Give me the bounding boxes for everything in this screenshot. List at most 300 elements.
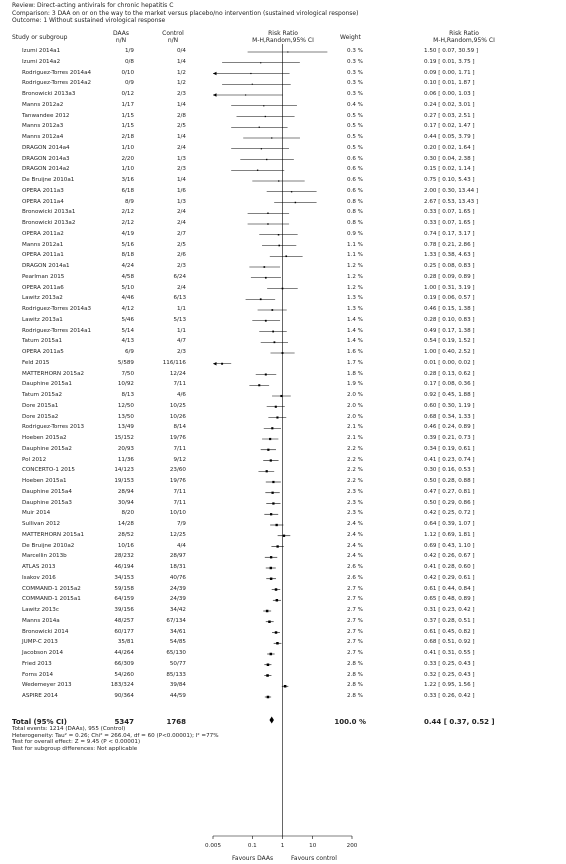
control-events: 67/134 bbox=[166, 617, 186, 624]
review-line: Review: Direct-acting antivirals for chronic hepatitis C bbox=[12, 2, 174, 9]
study-weight: 2.8 % bbox=[347, 660, 363, 667]
daas-events: 8/18 bbox=[121, 252, 134, 259]
heterogeneity: Heterogeneity: Tau² = 0.26; Chi² = 266.04, df = 60 (P<0.00001); I² =77% bbox=[12, 732, 219, 739]
study-ci: 1.00 [ 0.40, 2.52 ] bbox=[424, 349, 475, 355]
point-estimate bbox=[272, 502, 274, 504]
daas-events: 2/12 bbox=[121, 209, 134, 216]
study-name: ASPIRE 2014 bbox=[22, 693, 58, 699]
study-weight: 2.2 % bbox=[347, 467, 363, 474]
daas-events: 12/50 bbox=[117, 402, 134, 409]
study-weight: 0.6 % bbox=[347, 187, 363, 194]
study-name: DRAGON 2014a4 bbox=[22, 144, 70, 151]
point-estimate bbox=[295, 202, 296, 203]
study-weight: 1.8 % bbox=[347, 370, 363, 377]
study-name: MATTERHORN 2015a2 bbox=[22, 370, 85, 377]
study-name: Jacobson 2014 bbox=[22, 650, 64, 656]
study-ci: 0.28 [ 0.13, 0.62 ] bbox=[424, 370, 475, 377]
study-name: Dauphine 2015a2 bbox=[22, 445, 72, 452]
study-weight: 0.9 % bbox=[347, 230, 363, 237]
point-estimate bbox=[282, 352, 284, 354]
study-weight: 1.2 % bbox=[347, 284, 363, 291]
study-ci: 0.46 [ 0.15, 1.38 ] bbox=[424, 306, 475, 312]
col-rr2-header: Risk Ratio bbox=[449, 30, 479, 37]
col-study-header: Study or subgroup bbox=[12, 34, 68, 41]
point-estimate bbox=[267, 223, 268, 224]
control-events: 2/4 bbox=[176, 209, 186, 216]
study-weight: 0.3 % bbox=[347, 80, 363, 87]
study-name: Izumi 2014a1 bbox=[22, 48, 61, 54]
study-weight: 2.4 % bbox=[347, 553, 363, 560]
study-name: Dore 2015a2 bbox=[22, 413, 59, 420]
daas-events: 6/9 bbox=[124, 349, 134, 355]
study-ci: 0.47 [ 0.27, 0.81 ] bbox=[424, 488, 475, 495]
study-name: Lawitz 2013a1 bbox=[22, 316, 63, 323]
col-rr-header: Risk Ratio bbox=[268, 30, 298, 37]
control-events: 34/42 bbox=[169, 607, 186, 613]
study-ci: 0.27 [ 0.03, 2.51 ] bbox=[424, 112, 475, 119]
daas-events: 4/13 bbox=[121, 338, 134, 345]
study-ci: 0.01 [ 0.00, 0.02 ] bbox=[424, 359, 475, 366]
study-ci: 1.22 [ 0.95, 1.56 ] bbox=[424, 682, 475, 689]
control-events: 18/31 bbox=[169, 564, 186, 570]
study-weight: 2.3 % bbox=[347, 499, 363, 506]
control-events: 1/3 bbox=[176, 198, 186, 205]
control-events: 24/39 bbox=[169, 585, 186, 592]
point-estimate bbox=[272, 481, 274, 483]
control-events: 19/76 bbox=[169, 478, 186, 484]
point-estimate bbox=[269, 438, 271, 440]
study-weight: 0.5 % bbox=[347, 134, 363, 140]
daas-events: 7/50 bbox=[121, 370, 134, 377]
control-events: 2/3 bbox=[176, 263, 186, 269]
point-estimate bbox=[291, 191, 292, 192]
study-weight: 0.3 % bbox=[347, 69, 363, 76]
study-weight: 1.4 % bbox=[347, 316, 363, 323]
daas-events: 14/123 bbox=[114, 467, 134, 474]
control-events: 19/76 bbox=[169, 435, 186, 441]
point-estimate bbox=[271, 492, 273, 494]
daas-events: 8/9 bbox=[124, 198, 134, 205]
study-weight: 2.3 % bbox=[347, 510, 363, 517]
study-weight: 2.0 % bbox=[347, 402, 363, 409]
control-events: 6/13 bbox=[173, 295, 186, 302]
study-weight: 1.4 % bbox=[347, 327, 363, 334]
study-weight: 2.4 % bbox=[347, 531, 363, 538]
x-tick-label: 1 bbox=[280, 843, 285, 849]
study-ci: 0.30 [ 0.16, 0.53 ] bbox=[424, 467, 475, 474]
study-weight: 2.2 % bbox=[347, 478, 363, 484]
study-ci: 0.75 [ 0.10, 5.43 ] bbox=[424, 177, 475, 183]
study-name: Bronowicki 2013a1 bbox=[22, 209, 76, 216]
point-estimate bbox=[266, 470, 268, 472]
study-ci: 0.28 [ 0.09, 0.89 ] bbox=[424, 273, 475, 280]
study-ci: 0.61 [ 0.44, 0.84 ] bbox=[424, 585, 475, 592]
study-ci: 0.60 [ 0.30, 1.19 ] bbox=[424, 402, 475, 409]
control-events: 7/11 bbox=[173, 488, 186, 495]
total-label: Total (95% CI) bbox=[12, 718, 67, 726]
col-rr2-sub: M-H,Random,95% CI bbox=[433, 37, 495, 44]
point-estimate bbox=[275, 406, 277, 408]
study-name: DRAGON 2014a3 bbox=[22, 155, 70, 162]
x-tick-label: 10 bbox=[309, 843, 317, 849]
study-name: Manns 2012a2 bbox=[22, 101, 64, 108]
daas-events: 1/10 bbox=[121, 144, 134, 151]
study-ci: 0.33 [ 0.26, 0.42 ] bbox=[424, 693, 475, 699]
study-name: Manns 2014a bbox=[22, 617, 60, 624]
study-weight: 2.2 % bbox=[347, 456, 363, 463]
daas-events: 66/309 bbox=[114, 660, 134, 667]
point-estimate bbox=[265, 277, 267, 279]
study-weight: 0.8 % bbox=[347, 198, 363, 205]
point-estimate bbox=[276, 642, 278, 644]
point-estimate bbox=[221, 363, 223, 365]
study-name: Lawitz 2013a2 bbox=[22, 295, 63, 302]
study-ci: 0.34 [ 0.19, 0.61 ] bbox=[424, 445, 475, 452]
study-weight: 0.6 % bbox=[347, 177, 363, 183]
control-events: 7/11 bbox=[173, 445, 186, 452]
col-control-sub: n/N bbox=[167, 37, 179, 44]
daas-events: 64/159 bbox=[114, 596, 134, 603]
study-ci: 0.42 [ 0.25, 0.72 ] bbox=[424, 510, 475, 517]
point-estimate bbox=[260, 62, 261, 63]
study-ci: 0.33 [ 0.07, 1.65 ] bbox=[424, 209, 475, 216]
study-ci: 0.74 [ 0.17, 3.17 ] bbox=[424, 230, 475, 237]
control-events: 1/4 bbox=[176, 134, 186, 140]
study-ci: 0.19 [ 0.01, 3.75 ] bbox=[424, 58, 475, 65]
total-ci: 0.44 [ 0.37, 0.52 ] bbox=[424, 718, 495, 726]
study-name: Manns 2012a1 bbox=[22, 241, 64, 248]
point-estimate bbox=[270, 459, 272, 461]
point-estimate bbox=[267, 449, 269, 451]
control-events: 2/3 bbox=[176, 91, 186, 97]
daas-events: 1/17 bbox=[121, 101, 134, 108]
point-estimate bbox=[270, 567, 272, 569]
study-name: De Bruijne 2010a1 bbox=[22, 177, 75, 183]
point-estimate bbox=[266, 610, 268, 612]
control-events: 65/130 bbox=[166, 650, 186, 656]
daas-events: 2/18 bbox=[121, 134, 134, 140]
study-ci: 2.67 [ 0.53, 13.43 ] bbox=[424, 198, 479, 205]
study-weight: 0.5 % bbox=[347, 112, 363, 119]
pooled-diamond bbox=[269, 717, 273, 724]
study-weight: 1.9 % bbox=[347, 381, 363, 388]
daas-events: 5/46 bbox=[121, 316, 134, 323]
daas-events: 60/177 bbox=[114, 628, 134, 635]
outcome-line: Outcome: 1 Without sustained virological response bbox=[12, 17, 166, 24]
point-estimate bbox=[263, 105, 264, 106]
study-name: Tatum 2015a2 bbox=[22, 392, 63, 398]
study-ci: 0.24 [ 0.02, 3.01 ] bbox=[424, 101, 475, 108]
point-estimate bbox=[270, 653, 272, 655]
study-ci: 0.17 [ 0.02, 1.47 ] bbox=[424, 123, 475, 130]
point-estimate bbox=[276, 599, 278, 601]
study-name: Dauphine 2015a3 bbox=[22, 499, 72, 506]
subgroup-differences: Test for subgroup differences: Not applicable bbox=[12, 745, 138, 752]
control-events: 4/7 bbox=[176, 338, 186, 345]
study-name: DRAGON 2014a1 bbox=[22, 263, 70, 269]
daas-events: 183/324 bbox=[110, 682, 134, 689]
daas-events: 59/158 bbox=[114, 585, 134, 592]
daas-events: 4/19 bbox=[121, 230, 134, 237]
study-ci: 1.12 [ 0.69, 1.81 ] bbox=[424, 531, 475, 538]
study-name: CONCERTO-1 2015 bbox=[22, 467, 75, 474]
point-estimate bbox=[250, 73, 251, 74]
point-estimate bbox=[271, 309, 273, 311]
point-estimate bbox=[278, 180, 279, 181]
study-weight: 2.8 % bbox=[347, 693, 363, 699]
study-name: DRAGON 2014a2 bbox=[22, 166, 70, 173]
point-estimate bbox=[267, 696, 270, 699]
study-weight: 2.7 % bbox=[347, 617, 363, 624]
favours-right-label: Favours control bbox=[291, 855, 337, 862]
daas-events: 0/10 bbox=[121, 69, 134, 76]
study-weight: 2.6 % bbox=[347, 574, 363, 581]
control-events: 1/4 bbox=[176, 58, 186, 65]
control-events: 2/6 bbox=[176, 252, 186, 259]
study-weight: 0.5 % bbox=[347, 123, 363, 130]
study-name: OPERA 2011a6 bbox=[22, 284, 64, 291]
favours-left-label: Favours DAAs bbox=[232, 855, 274, 862]
point-estimate bbox=[280, 395, 282, 397]
ci-arrow-left bbox=[213, 93, 217, 97]
control-events: 1/1 bbox=[176, 306, 186, 312]
study-ci: 0.44 [ 0.05, 3.79 ] bbox=[424, 134, 475, 140]
daas-events: 4/58 bbox=[121, 273, 134, 280]
control-events: 10/25 bbox=[169, 402, 186, 409]
study-name: De Bruijne 2010a2 bbox=[22, 542, 75, 549]
study-weight: 2.7 % bbox=[347, 628, 363, 635]
daas-events: 46/194 bbox=[114, 564, 134, 570]
study-name: Hoeben 2015a2 bbox=[22, 435, 67, 441]
control-events: 1/3 bbox=[176, 155, 186, 162]
study-ci: 0.69 [ 0.43, 1.10 ] bbox=[424, 542, 475, 549]
control-events: 23/60 bbox=[169, 467, 186, 474]
point-estimate bbox=[282, 288, 284, 290]
study-name: Rodriguez-Torres 2014a3 bbox=[22, 306, 92, 312]
daas-events: 4/46 bbox=[121, 295, 134, 302]
study-name: OPERA 2011a2 bbox=[22, 230, 64, 237]
study-name: Forns 2014 bbox=[22, 671, 54, 678]
study-ci: 0.28 [ 0.10, 0.83 ] bbox=[424, 316, 475, 323]
total-weight: 100.0 % bbox=[334, 718, 366, 726]
study-name: Pol 2012 bbox=[22, 456, 47, 463]
control-events: 4/4 bbox=[176, 542, 186, 549]
daas-events: 2/20 bbox=[121, 155, 134, 162]
point-estimate bbox=[263, 266, 265, 268]
study-weight: 2.1 % bbox=[347, 435, 363, 441]
study-name: Bronowicki 2014 bbox=[22, 628, 69, 635]
study-weight: 0.8 % bbox=[347, 209, 363, 216]
daas-events: 28/52 bbox=[117, 531, 134, 538]
point-estimate bbox=[285, 255, 287, 257]
point-estimate bbox=[283, 535, 285, 537]
point-estimate bbox=[270, 513, 272, 515]
study-ci: 0.17 [ 0.08, 0.36 ] bbox=[424, 381, 475, 388]
study-ci: 0.10 [ 0.01, 1.87 ] bbox=[424, 80, 475, 87]
point-estimate bbox=[276, 416, 278, 418]
study-weight: 0.5 % bbox=[347, 144, 363, 151]
study-name: Rodriguez-Torres 2014a1 bbox=[22, 327, 92, 334]
study-ci: 0.68 [ 0.51, 0.92 ] bbox=[424, 639, 475, 646]
control-events: 10/26 bbox=[169, 413, 186, 420]
study-ci: 0.33 [ 0.07, 1.65 ] bbox=[424, 220, 475, 226]
x-tick-label: 0.1 bbox=[247, 843, 257, 849]
study-ci: 0.25 [ 0.08, 0.83 ] bbox=[424, 263, 475, 269]
study-name: Isakov 2016 bbox=[22, 574, 56, 581]
study-weight: 2.1 % bbox=[347, 424, 363, 431]
daas-events: 14/28 bbox=[117, 521, 134, 527]
study-name: OPERA 2011a5 bbox=[22, 349, 64, 355]
ci-arrow-left bbox=[213, 362, 217, 366]
daas-events: 15/152 bbox=[114, 435, 134, 441]
study-ci: 0.39 [ 0.21, 0.73 ] bbox=[424, 435, 475, 441]
control-events: 50/77 bbox=[169, 660, 186, 667]
control-events: 28/97 bbox=[169, 553, 186, 560]
point-estimate bbox=[259, 127, 260, 128]
study-weight: 2.7 % bbox=[347, 607, 363, 613]
daas-events: 10/92 bbox=[117, 381, 134, 388]
daas-events: 28/94 bbox=[117, 488, 134, 495]
control-events: 8/14 bbox=[173, 424, 186, 431]
point-estimate bbox=[270, 578, 272, 580]
study-name: Tanwandee 2012 bbox=[22, 112, 70, 119]
study-name: Feld 2015 bbox=[22, 359, 50, 366]
control-events: 1/2 bbox=[176, 80, 186, 87]
total-daas: 5347 bbox=[114, 718, 134, 726]
point-estimate bbox=[268, 621, 270, 623]
control-events: 39/84 bbox=[169, 682, 186, 689]
study-weight: 0.6 % bbox=[347, 155, 363, 162]
study-ci: 0.42 [ 0.26, 0.67 ] bbox=[424, 553, 475, 560]
study-weight: 1.2 % bbox=[347, 263, 363, 269]
daas-events: 8/13 bbox=[121, 392, 134, 398]
overall-effect: Test for overall effect: Z = 9.45 (P < 0.00001) bbox=[12, 739, 141, 745]
study-weight: 1.6 % bbox=[347, 349, 363, 355]
control-events: 85/133 bbox=[166, 671, 186, 678]
study-weight: 2.4 % bbox=[347, 521, 363, 527]
study-ci: 0.30 [ 0.04, 2.38 ] bbox=[424, 155, 475, 162]
study-weight: 1.3 % bbox=[347, 306, 363, 312]
daas-events: 4/24 bbox=[121, 263, 134, 269]
study-weight: 0.3 % bbox=[347, 48, 363, 54]
point-estimate bbox=[278, 245, 280, 247]
daas-events: 1/9 bbox=[124, 48, 134, 54]
study-name: Hoeben 2015a1 bbox=[22, 478, 67, 484]
control-events: 2/4 bbox=[176, 220, 186, 226]
study-weight: 1.7 % bbox=[347, 359, 363, 366]
point-estimate bbox=[257, 170, 258, 171]
daas-events: 5/16 bbox=[121, 241, 134, 248]
study-name: OPERA 2011a1 bbox=[22, 252, 64, 259]
study-ci: 0.68 [ 0.34, 1.33 ] bbox=[424, 413, 475, 420]
daas-events: 1/10 bbox=[121, 166, 134, 173]
study-name: Tatum 2015a1 bbox=[22, 338, 63, 345]
daas-events: 35/81 bbox=[117, 639, 134, 646]
study-ci: 0.78 [ 0.21, 2.86 ] bbox=[424, 241, 475, 248]
daas-events: 0/9 bbox=[124, 80, 134, 87]
control-events: 2/5 bbox=[176, 123, 186, 130]
study-name: Dauphine 2015a4 bbox=[22, 488, 72, 495]
study-name: COMMAND-1 2015a2 bbox=[22, 585, 81, 592]
point-estimate bbox=[275, 524, 277, 526]
study-name: MATTERHORN 2015a1 bbox=[22, 531, 85, 538]
study-ci: 0.37 [ 0.28, 0.51 ] bbox=[424, 617, 475, 624]
study-ci: 0.20 [ 0.02, 1.64 ] bbox=[424, 144, 475, 151]
study-weight: 2.3 % bbox=[347, 488, 363, 495]
control-events: 12/24 bbox=[169, 370, 186, 377]
study-weight: 0.8 % bbox=[347, 220, 363, 226]
control-events: 4/6 bbox=[176, 392, 186, 398]
col-daas-header: DAAs bbox=[112, 30, 130, 37]
point-estimate bbox=[252, 84, 253, 85]
daas-events: 48/257 bbox=[114, 617, 134, 624]
study-ci: 0.64 [ 0.39, 1.07 ] bbox=[424, 521, 475, 527]
study-name: Izumi 2014a2 bbox=[22, 58, 61, 65]
daas-events: 5/10 bbox=[121, 284, 134, 291]
point-estimate bbox=[272, 331, 274, 333]
study-ci: 0.09 [ 0.00, 1.71 ] bbox=[424, 69, 475, 76]
control-events: 34/61 bbox=[169, 628, 186, 635]
total-events: Total events: 1214 (DAAs), 955 (Control) bbox=[12, 726, 126, 732]
point-estimate bbox=[270, 556, 272, 558]
control-events: 9/12 bbox=[173, 456, 186, 463]
daas-events: 19/153 bbox=[114, 478, 134, 484]
col-rr-sub: M-H,Random,95% CI bbox=[252, 37, 314, 44]
study-ci: 1.00 [ 0.31, 3.19 ] bbox=[424, 284, 475, 291]
study-weight: 2.7 % bbox=[347, 639, 363, 646]
daas-events: 11/36 bbox=[117, 456, 134, 463]
study-name: Sullivan 2012 bbox=[22, 521, 61, 527]
daas-events: 5/14 bbox=[121, 327, 134, 334]
control-events: 1/2 bbox=[176, 69, 186, 76]
x-tick-label: 200 bbox=[346, 843, 358, 849]
control-events: 7/9 bbox=[176, 521, 186, 527]
x-tick-label: 0.005 bbox=[204, 843, 222, 849]
daas-events: 1/15 bbox=[121, 123, 134, 130]
daas-events: 54/260 bbox=[114, 671, 134, 678]
study-weight: 1.1 % bbox=[347, 241, 363, 248]
study-ci: 0.92 [ 0.45, 1.88 ] bbox=[424, 392, 475, 398]
point-estimate bbox=[245, 94, 246, 95]
ci-arrow-left bbox=[213, 72, 217, 76]
control-events: 2/3 bbox=[176, 166, 186, 173]
study-name: JUMP-C 2013 bbox=[22, 639, 58, 646]
study-name: OPERA 2011a4 bbox=[22, 198, 64, 205]
daas-events: 6/18 bbox=[121, 187, 134, 194]
col-weight-header: Weight bbox=[340, 34, 361, 41]
comparison-line: Comparison: 3 DAA on or on the way to the market versus placebo/no intervention (sustained virological response) bbox=[12, 9, 359, 17]
study-ci: 0.15 [ 0.02, 1.14 ] bbox=[424, 166, 475, 173]
point-estimate bbox=[274, 341, 276, 343]
study-weight: 1.2 % bbox=[347, 273, 363, 280]
study-weight: 2.0 % bbox=[347, 392, 363, 398]
point-estimate bbox=[278, 234, 279, 235]
study-ci: 0.54 [ 0.19, 1.52 ] bbox=[424, 338, 475, 345]
control-events: 1/1 bbox=[176, 327, 186, 334]
study-weight: 0.3 % bbox=[347, 58, 363, 65]
point-estimate bbox=[276, 545, 278, 547]
point-estimate bbox=[287, 51, 288, 52]
study-weight: 1.4 % bbox=[347, 338, 363, 345]
col-control-header: Control bbox=[162, 30, 184, 37]
control-events: 54/85 bbox=[169, 639, 186, 646]
study-weight: 2.8 % bbox=[347, 671, 363, 678]
study-weight: 0.6 % bbox=[347, 166, 363, 173]
control-events: 2/4 bbox=[176, 284, 186, 291]
control-events: 116/116 bbox=[162, 359, 186, 366]
point-estimate bbox=[265, 116, 266, 117]
total-control: 1768 bbox=[166, 718, 186, 726]
